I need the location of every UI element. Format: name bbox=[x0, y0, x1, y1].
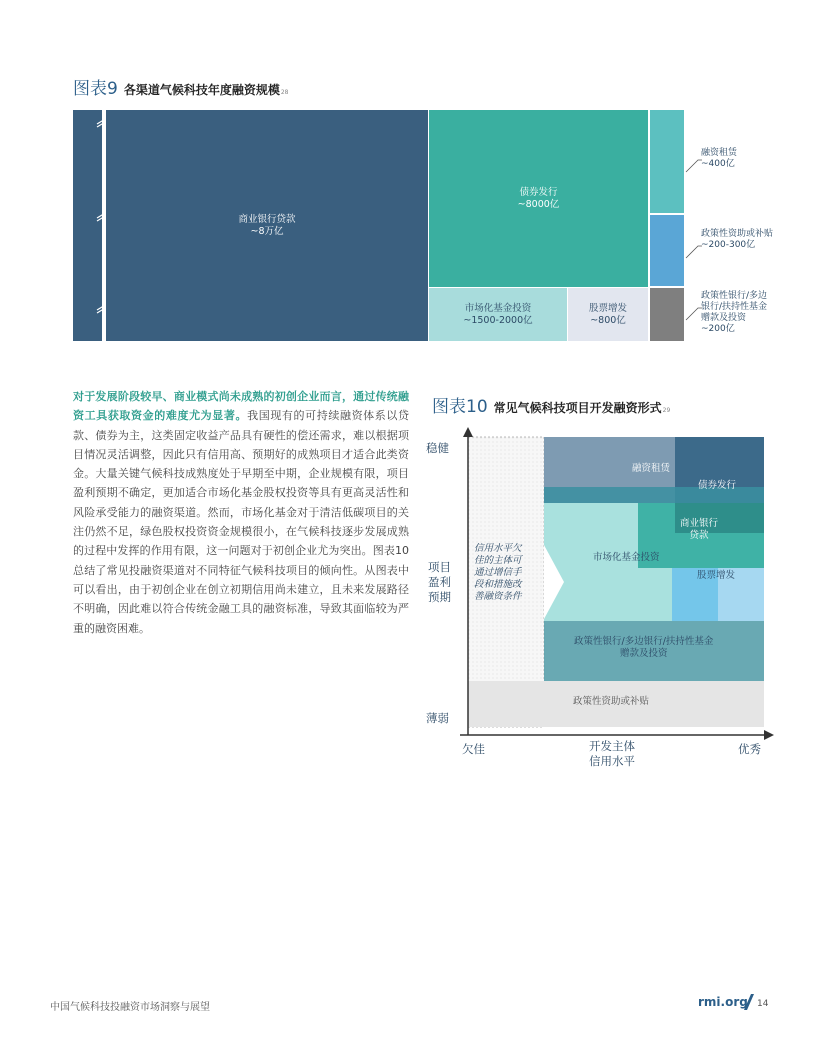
figure10-name: 常见气候科技项目开发融资形式 bbox=[493, 401, 662, 415]
body-paragraph bbox=[73, 387, 409, 638]
leasing-side-label: 融资租赁 ~400亿 bbox=[701, 148, 738, 169]
share-label: 股票增发 bbox=[697, 570, 736, 581]
figure9-footnote-ref: 28 bbox=[280, 89, 289, 96]
bond-label: 债券发行 bbox=[698, 480, 737, 491]
bank-label: 商业银行 贷款 bbox=[680, 518, 719, 541]
body-text: 我国现有的可持续融资体系以贷款、债券为主，这类固定收益产品具有硬性的偿还需求，难以根据项目情况灵活调整，因此只有信用高、预期好的成熟项目才适合此类资金。大量关键气候科技成熟度处于早期至中期，企业规模有限，项目盈利预期不确定，更加适合市场化基金股权投资等具有更高灵活性和风险承受能力的融资渠道。然而，市场化基金对于清洁低碳项目的关注仍然不足，绿色股权投资资金规模很小，在气候科技逐步发展成熟的过程中发挥的作用有限，这一问题对于初创企业尤为突出。图表10总结了常见投融资渠道对不同特征气候科技项目的倾向性。从图表中可以看出，由于初创企业在创立初期信用尚未建立，且未来发展路径不明确，因此难以符合传统金融工具的融资标准，导致其面临较为严重的融资困难。 bbox=[73, 409, 410, 635]
subsidy-side-label: 政策性资助或补贴 ~200-300亿 bbox=[701, 229, 774, 250]
figure9-name: 各渠道气候科技年度融资规模 bbox=[123, 83, 280, 97]
y-axis-title: 项目 盈利 预期 bbox=[428, 560, 451, 604]
market-fund-label-10: 市场化基金投资 bbox=[593, 552, 660, 563]
share-issuance-label: 股票增发 ~800亿 bbox=[588, 302, 627, 326]
figure9-title bbox=[73, 74, 288, 99]
bank-loans-label: 商业银行贷款 ~8万亿 bbox=[238, 213, 296, 237]
figure10-footnote-ref: 29 bbox=[662, 407, 671, 414]
y-axis-bottom-label: 薄弱 bbox=[426, 711, 449, 725]
policy-label: 政策性银行/多边银行/扶持性基金 赠款及投资 bbox=[574, 636, 714, 659]
subsidy-label: 政策性资助或补贴 bbox=[573, 696, 650, 707]
slash-logo-icon bbox=[744, 994, 754, 1010]
policy-side-label: 政策性银行/多边 银行/扶持性基金 赠款及投资 ~200亿 bbox=[701, 291, 768, 334]
x-axis-left-label: 欠佳 bbox=[462, 742, 485, 756]
figure10-title bbox=[432, 392, 670, 417]
credit-note-label: 信用水平欠 佳的主体可 通过增信手 段和措施改 善融资条件 bbox=[474, 543, 522, 602]
treemap-leasing bbox=[650, 110, 684, 213]
treemap-share-issuance bbox=[568, 288, 648, 341]
figure9-number: 图表9 bbox=[73, 79, 118, 99]
treemap-subsidy bbox=[650, 215, 684, 286]
page-number: 14 bbox=[757, 999, 769, 1009]
market-fund-label: 市场化基金投资 ~1500-2000亿 bbox=[463, 302, 533, 326]
x-axis-title: 开发主体 信用水平 bbox=[589, 739, 635, 768]
footer-site[interactable]: rmi.org bbox=[698, 995, 748, 1009]
treemap-bank-loans bbox=[106, 110, 428, 341]
body-highlight: 对于发展阶段较早、商业模式尚未成熟的初创企业而言，通过传统融资工具获取资金的难度尤为显著。 bbox=[73, 390, 409, 423]
treemap-market-fund bbox=[429, 288, 567, 341]
x-axis-right-label: 优秀 bbox=[738, 742, 761, 756]
treemap-policy-bank bbox=[650, 288, 684, 341]
bond-issuance-label: 债券发行 ~8000亿 bbox=[517, 186, 560, 210]
leasing-label: 融资租赁 bbox=[632, 463, 671, 474]
treemap-bond-issuance bbox=[429, 110, 648, 287]
footer-report-title: 中国气候科技投融资市场洞察与展望 bbox=[50, 1002, 210, 1013]
y-axis-top-label: 稳健 bbox=[426, 441, 449, 455]
figure10-number: 图表10 bbox=[432, 397, 488, 417]
